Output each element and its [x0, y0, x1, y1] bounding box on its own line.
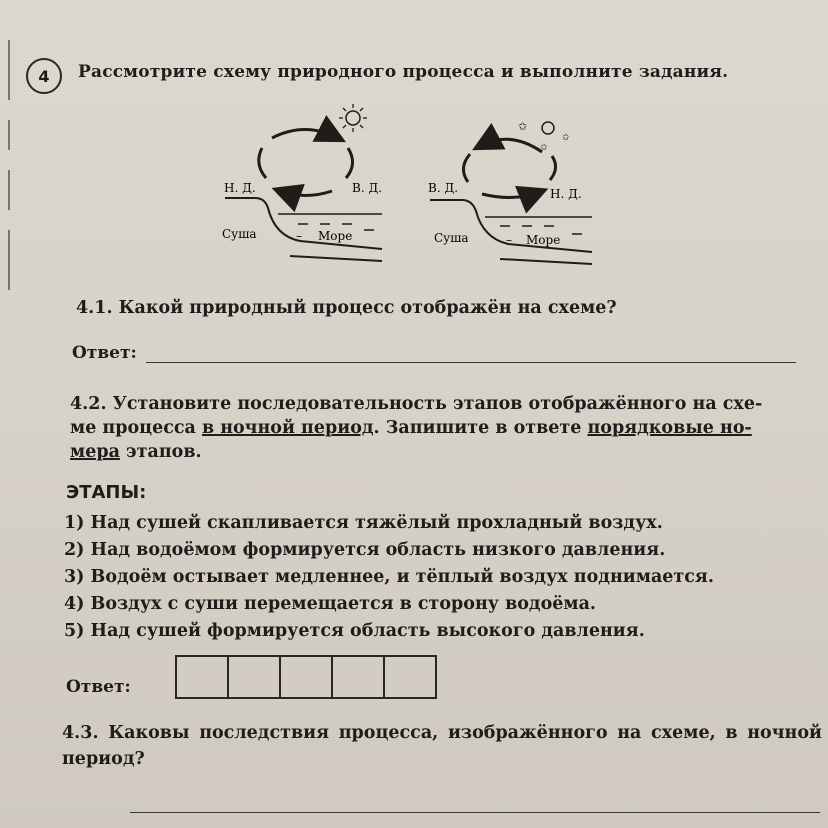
- right-sea-label: Море: [526, 233, 561, 247]
- moon-stars-icon: [518, 120, 570, 153]
- sun-icon: [339, 104, 367, 132]
- task-title: Рассмотрите схему природного процесса и выполните задания.: [78, 62, 729, 82]
- answer-line-4-3[interactable]: [130, 812, 820, 813]
- emphasis-night-period: в ночной период: [201, 418, 374, 438]
- question-4-2-line-3: мера этапов.: [70, 442, 202, 462]
- day-scheme: [222, 104, 382, 261]
- left-land-label: Суша: [222, 227, 257, 241]
- answer-box-5[interactable]: [385, 657, 435, 697]
- answer-box-1[interactable]: [177, 657, 229, 697]
- task-number-badge: 4: [26, 58, 62, 94]
- question-4-3: 4.3. Каковы последствия процесса, изображённого на схеме, в ночной период?: [62, 723, 822, 769]
- answer-box-3[interactable]: [281, 657, 333, 697]
- night-scheme: [428, 120, 592, 264]
- stage-item: 2) Над водоёмом формируется область низкого давления.: [64, 540, 666, 560]
- emphasis-ordinal-numbers: порядковые но-: [587, 418, 752, 438]
- question-4-1: 4.1. Какой природный процесс отображён на схеме?: [76, 298, 617, 318]
- margin-mark: [8, 230, 10, 290]
- answer-label-4-2: Ответ:: [66, 677, 131, 697]
- answer-line-4-1[interactable]: [146, 362, 796, 363]
- question-4-2: [70, 392, 810, 464]
- svg-text:✩: ✩: [562, 133, 570, 143]
- answer-box-4[interactable]: [333, 657, 385, 697]
- right-land-label: Суша: [434, 231, 469, 245]
- stages-heading: ЭТАПЫ:: [66, 482, 147, 503]
- right-sea-prefix: –: [506, 233, 512, 247]
- margin-mark: [8, 40, 10, 100]
- margin-mark: [8, 170, 10, 210]
- stages-list: [64, 510, 714, 645]
- breeze-diagram: [200, 96, 600, 266]
- svg-text:✩: ✩: [540, 143, 548, 153]
- left-sea-label: Море: [318, 229, 353, 243]
- question-4-2-line-2: ме процесса в ночной период. Запишите в ответе порядковые но-: [70, 418, 752, 438]
- left-sea-prefix: –: [296, 229, 302, 243]
- stage-item: 4) Воздух с суши перемещается в сторону водоёма.: [64, 594, 597, 614]
- stage-item: 1) Над сушей скапливается тяжёлый прохладный воздух.: [64, 513, 663, 533]
- stage-item: 3) Водоём остывает медленнее, и тёплый воздух поднимается.: [64, 567, 714, 587]
- right-high-pressure-label: В. Д.: [428, 181, 459, 195]
- question-4-2-line-1: 4.2. Установите последовательность этапов отображённого на схе-: [70, 394, 763, 414]
- answer-box-2[interactable]: [229, 657, 281, 697]
- svg-text:✩: ✩: [518, 120, 528, 133]
- right-low-pressure-label: Н. Д.: [550, 187, 582, 201]
- answer-boxes-4-2: [175, 655, 437, 699]
- left-high-pressure-label: В. Д.: [352, 181, 383, 195]
- stage-item: 5) Над сушей формируется область высокого давления.: [64, 621, 645, 641]
- left-low-pressure-label: Н. Д.: [224, 181, 256, 195]
- margin-mark: [8, 120, 10, 150]
- answer-label-4-1: Ответ:: [72, 343, 137, 363]
